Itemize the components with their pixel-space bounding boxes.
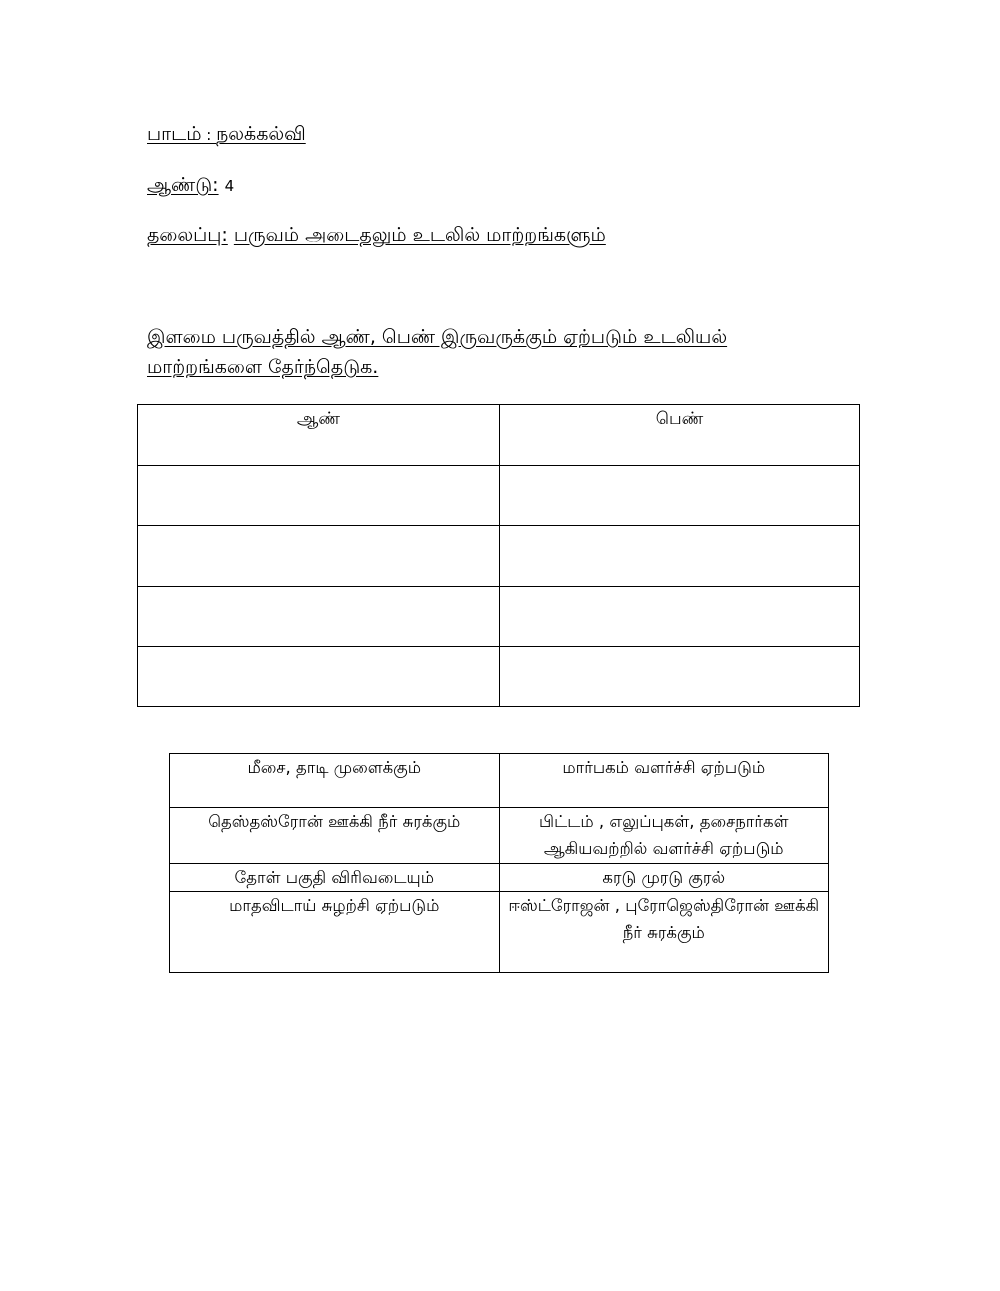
- drop-cell-female-1[interactable]: [500, 466, 860, 526]
- option-mustache-beard[interactable]: மீசை, தாடி முளைக்கும்: [247, 758, 422, 777]
- options-table: [169, 753, 829, 973]
- option-cell: [170, 864, 500, 892]
- option-cell: [499, 892, 829, 973]
- drop-zone[interactable]: [500, 466, 859, 525]
- options-row: [170, 754, 829, 808]
- answer-table: [137, 404, 860, 707]
- answer-row: [138, 586, 860, 646]
- subject-heading: [147, 121, 306, 148]
- drop-zone[interactable]: [138, 526, 499, 585]
- option-breast-growth[interactable]: மார்பகம் வளர்ச்சி ஏற்படும்: [562, 758, 766, 777]
- drop-cell-male-3[interactable]: [138, 586, 500, 646]
- drop-cell-female-3[interactable]: [500, 586, 860, 646]
- drop-zone[interactable]: [500, 647, 859, 706]
- option-shoulder-broadening[interactable]: தோள் பகுதி விரிவடையும்: [234, 868, 434, 887]
- option-cell: [170, 808, 500, 864]
- option-cell: [499, 754, 829, 808]
- drop-zone[interactable]: [500, 587, 859, 646]
- year-value: 4: [224, 177, 235, 195]
- header-male: ஆண்: [138, 405, 500, 466]
- answer-row: [138, 646, 860, 706]
- drop-zone[interactable]: [138, 587, 499, 646]
- option-cell: [499, 808, 829, 864]
- drop-zone[interactable]: [500, 526, 859, 585]
- topic-label: தலைப்பு:: [147, 224, 228, 246]
- drop-cell-male-4[interactable]: [138, 646, 500, 706]
- year-heading: [147, 172, 234, 199]
- option-cell: [170, 754, 500, 808]
- option-hip-bone-muscle-growth[interactable]: பிட்டம் , எலுப்புகள், தசைநார்கள் ஆகியவற்றில் வளர்ச்சி ஏற்படும்: [539, 812, 789, 858]
- options-row: [170, 808, 829, 864]
- topic-value: பருவம் அடைதலும் உடலில் மாற்றங்களும்: [233, 224, 606, 246]
- options-row: [170, 864, 829, 892]
- options-row: [170, 892, 829, 973]
- drop-zone[interactable]: [138, 647, 499, 706]
- subject-value: நலக்கல்வி: [216, 123, 306, 145]
- topic-heading: [147, 222, 606, 248]
- drop-zone[interactable]: [138, 466, 499, 525]
- answer-row: [138, 466, 860, 526]
- option-rough-voice[interactable]: கரடு முரடு குரல்: [602, 868, 726, 887]
- drop-cell-female-2[interactable]: [500, 526, 860, 586]
- option-cell: [170, 892, 500, 973]
- instruction-text: இளமை பருவத்தில் ஆண், பெண் இருவருக்கும் ஏற்படும் உடலியல் மாற்றங்களை தேர்ந்தெடுக.: [147, 326, 728, 378]
- subject-label: பாடம்: [147, 123, 202, 145]
- option-cell: [499, 864, 829, 892]
- year-label: ஆண்டு:: [147, 174, 219, 196]
- drop-cell-female-4[interactable]: [500, 646, 860, 706]
- option-estrogen-progesterone[interactable]: ஈஸ்ட்ரோஜன் , புரோஜெஸ்திரோன் ஊக்கி நீர் சுரக்கும்: [508, 896, 820, 942]
- option-menstrual-cycle[interactable]: மாதவிடாய் சுழற்சி ஏற்படும்: [229, 896, 440, 915]
- drop-cell-male-1[interactable]: [138, 466, 500, 526]
- answer-table-header-row: [138, 405, 860, 466]
- subject-separator: :: [201, 126, 217, 144]
- answer-row: [138, 526, 860, 586]
- header-female: பெண்: [500, 405, 860, 466]
- drop-cell-male-2[interactable]: [138, 526, 500, 586]
- option-testosterone[interactable]: தெஸ்தஸ்ரோன் ஊக்கி நீர் சுரக்கும்: [208, 812, 461, 831]
